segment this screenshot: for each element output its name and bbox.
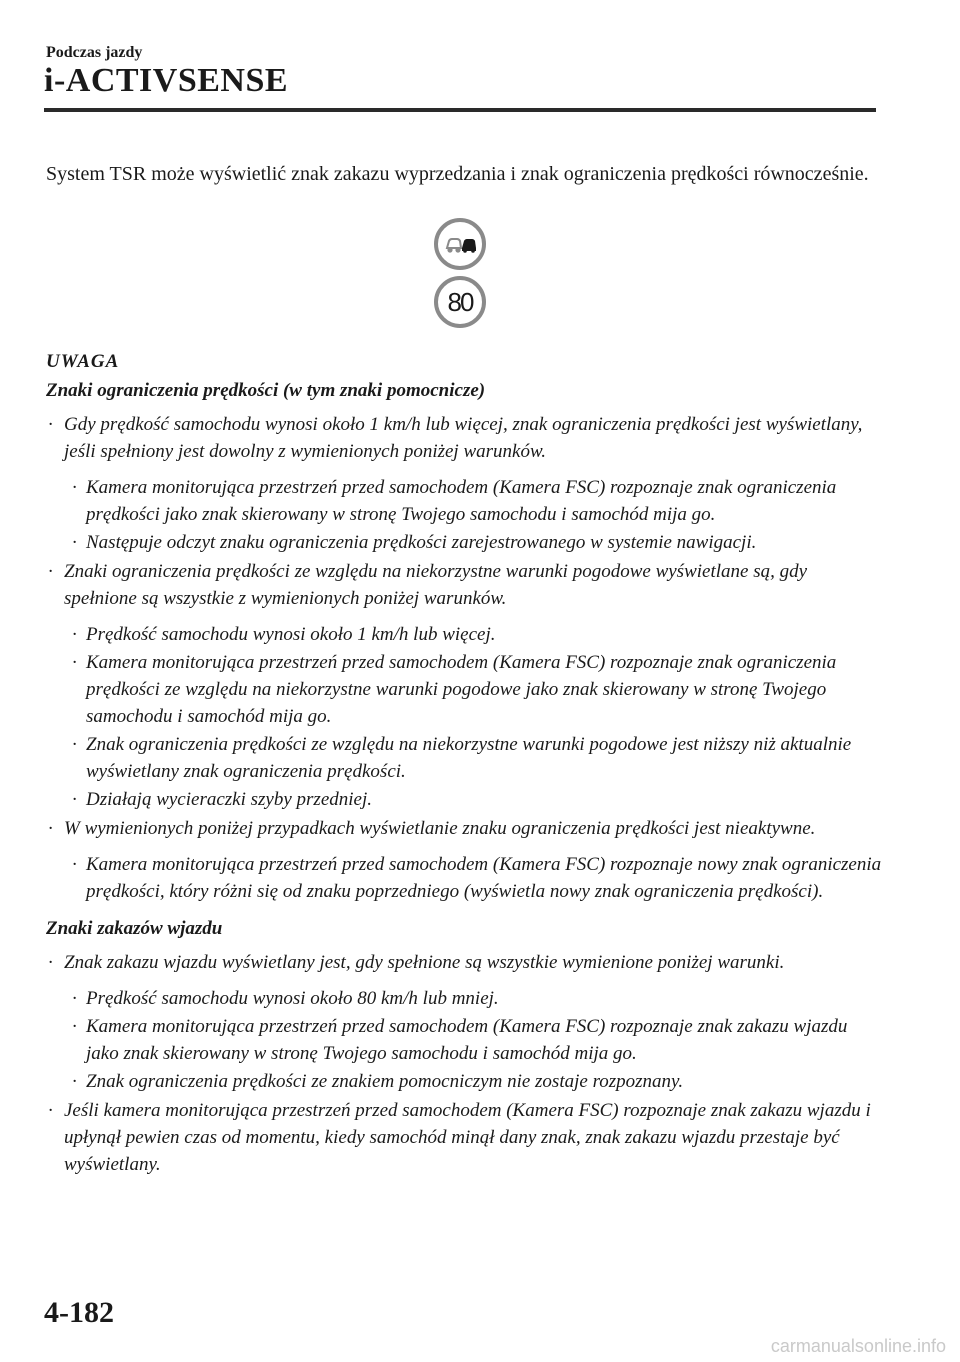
- watermark: carmanualsonline.info: [770, 1336, 946, 1356]
- bullet-icon: ·: [72, 988, 77, 1009]
- page-number: 4-182: [44, 1296, 114, 1329]
- bullet-icon: ·: [72, 1016, 77, 1037]
- list-item: · Kamera monitorująca przestrzeń przed samochodem (Kamera FSC) rozpoznaje znak ograniczenia prędkości ze względu na niekorzystne warunki pogodowe jako znak skierowany w stronę Twojego samochodu i samochód mija go.: [46, 649, 882, 730]
- list-item: · Znaki ograniczenia prędkości ze względu na niekorzystne warunki pogodowe wyświetlane są, gdy spełnione są wszystkie z wymienionych poniżej warunków.: [46, 558, 882, 612]
- bullet-icon: ·: [72, 652, 77, 673]
- list-item: · Prędkość samochodu wynosi około 1 km/h lub więcej.: [46, 621, 882, 648]
- list-item: · Jeśli kamera monitorująca przestrzeń przed samochodem (Kamera FSC) rozpoznaje znak zakazu wjazdu i upłynął pewien czas od momentu, kiedy samochód minął dany znak, znak zakazu wjazdu przestaje być wyświetlany.: [46, 1097, 882, 1178]
- speed-limit-value: 80: [447, 287, 473, 317]
- bullet-icon: ·: [72, 1071, 77, 1092]
- list-item: · Działają wycieraczki szyby przedniej.: [46, 786, 882, 813]
- list-item: · Znak zakazu wjazdu wyświetlany jest, gdy spełnione są wszystkie wymienione poniżej warunki.: [46, 949, 882, 976]
- intro-paragraph: System TSR może wyświetlić znak zakazu wyprzedzania i znak ograniczenia prędkości równocześnie.: [46, 163, 869, 185]
- entry-signs-heading: Znaki zakazów wjazdu: [46, 918, 223, 939]
- speed-signs-heading: Znaki ograniczenia prędkości (w tym znaki pomocnicze): [46, 380, 486, 401]
- bullet-icon: ·: [48, 952, 53, 973]
- left-car-icon: [447, 239, 461, 252]
- speed-limit-sign: [434, 276, 486, 328]
- bullet-icon: ·: [72, 532, 77, 553]
- list-item: · Znak ograniczenia prędkości ze względu na niekorzystne warunki pogodowe jest niższy niż aktualnie wyświetlany znak ograniczenia prędkości.: [46, 731, 882, 785]
- bullet-icon: ·: [48, 414, 53, 435]
- bullet-icon: ·: [72, 789, 77, 810]
- note-body: [46, 348, 882, 1178]
- list-item: · Prędkość samochodu wynosi około 80 km/h lub mniej.: [46, 985, 882, 1012]
- list-item: · Kamera monitorująca przestrzeń przed samochodem (Kamera FSC) rozpoznaje nowy znak ograniczenia prędkości, który różni się od znaku poprzedniego (wyświetla nowy znak ograniczenia prędkości).: [46, 851, 882, 905]
- list-item: · W wymienionych poniżej przypadkach wyświetlanie znaku ograniczenia prędkości jest nieaktywne.: [46, 815, 882, 842]
- list-item: · Gdy prędkość samochodu wynosi około 1 km/h lub więcej, znak ograniczenia prędkości jest wyświetlany, jeśli spełniony jest dowolny z wymienionych poniżej warunków.: [46, 411, 882, 465]
- no-overtaking-sign-icon: [434, 218, 486, 270]
- header-rule: [44, 108, 876, 112]
- list-item: · Następuje odczyt znaku ograniczenia prędkości zarejestrowanego w systemie nawigacji.: [46, 529, 882, 556]
- bullet-icon: ·: [72, 854, 77, 875]
- right-car-icon: [462, 239, 476, 253]
- bullet-icon: ·: [48, 1100, 53, 1121]
- note-label: UWAGA: [46, 351, 120, 372]
- bullet-icon: ·: [72, 624, 77, 645]
- section-label: Podczas jazdy: [46, 44, 143, 61]
- page-title: i-ACTIVSENSE: [44, 62, 289, 99]
- list-item: · Znak ograniczenia prędkości ze znakiem pomocniczym nie zostaje rozpoznany.: [46, 1068, 882, 1095]
- bullet-icon: ·: [48, 818, 53, 839]
- bullet-icon: ·: [72, 477, 77, 498]
- list-item: · Kamera monitorująca przestrzeń przed samochodem (Kamera FSC) rozpoznaje znak ograniczenia prędkości jako znak skierowany w stronę Twojego samochodu i samochód mija go.: [46, 474, 882, 528]
- list-item: · Kamera monitorująca przestrzeń przed samochodem (Kamera FSC) rozpoznaje znak zakazu wjazdu jako znak skierowany w stronę Twojego samochodu i samochód mija go.: [46, 1013, 882, 1067]
- bullet-icon: ·: [72, 734, 77, 755]
- bullet-icon: ·: [48, 561, 53, 582]
